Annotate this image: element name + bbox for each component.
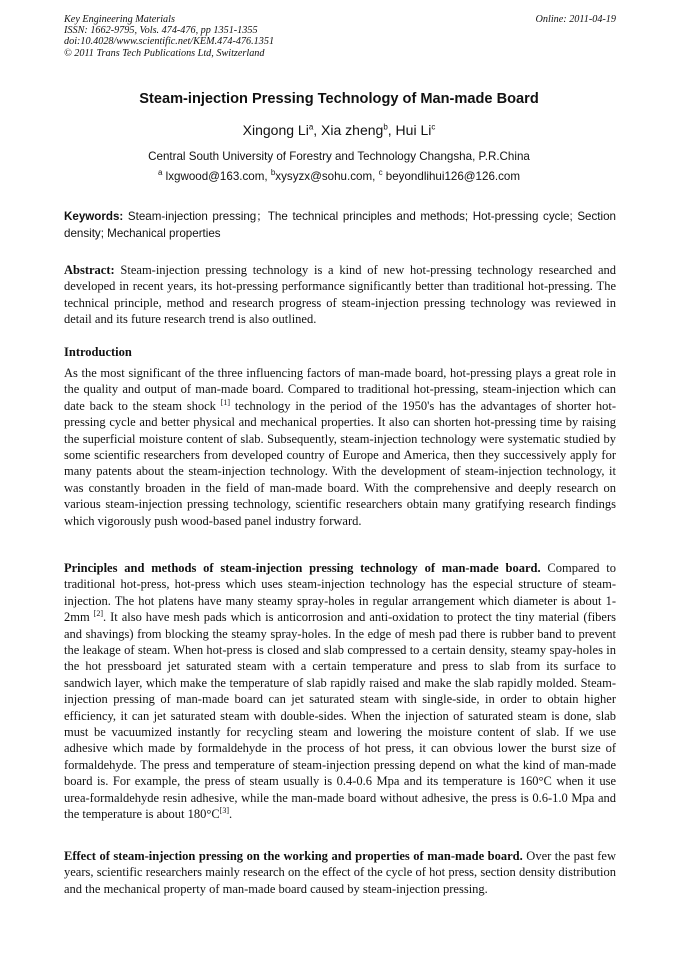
email: xysyzx@sohu.com, [275, 170, 379, 183]
introduction-paragraph [64, 365, 616, 529]
section-heading-principles: Principles and methods of steam-injection pressing technology of man-made board. [64, 561, 541, 575]
section-heading-effect: Effect of steam-injection pressing on the working and properties of man-made board. [64, 849, 523, 863]
paragraph-text: Compared to traditional hot-press, hot-press which uses steam-injection technology has the especial structure of steam-injection. The hot platens have many steamy spray-holes in regular arrangement which diameter is about 1-2mm [64, 561, 617, 625]
paragraph-text: technology in the period of the 1950's has the advantages of shorter hot-pressing cycle and better physical and mechanical properties. It also can shorten hot-pressing time by raising the superficial moisture content of slab. Subsequently, steam-injection technology were systematic studied by some scientific researchers from developed country of Europe and America, then they successively apply for many patents about the steam-injection technology. With the development of steam-injection technology, it was constantly broaden in the field of man-made board. With the comprehensive and deeply research on various steam-injection pressing technology, scientific researchers obtain many gratifying research findings which vigorously push wood-based panel industry forward. [64, 398, 616, 528]
author-superscript: a [308, 122, 314, 132]
email-superscript: a [157, 168, 163, 178]
email: beyondlihui126@126.com [382, 170, 521, 183]
paragraph-text: . It also have mesh pads which is anticorrosion and anti-oxidation to protect the tiny material (fibers and shavings) from blocking the steamy spray-holes. In the edge of mesh pad there is rubber band to prevent the leakage of steam. When hot-press is closed and slab compressed to a certain density, steamy spay-holes in the hot pressboard jet saturated steam with a certain temperature and press to slab from its surface to sandwich layer, which make the temperature of slab rapidly raised and make the slab rapidly molded. Steam-injection pressing of man-made board can jet saturated steam with single-side, in order to obtain higher efficiency, it can jet saturated steam with double-sides. When the injection of saturated steam is done, slab must be vacuumized instantly for recycling steam and lowering the moisture content of slab. If we use adhesive which made by formaldehyde in the process of hot press, it can obvious lower the burst size of formaldehyde. The press and temperature of steam-injection pressing depend on what the kind of man-made board is. For example, the press of steam usually is 0.4-0.6 Mpa and its temperature is 160°C when it use urea-formaldehyde resin adhesive, while the man-made board without adhesive, the press is 0.6-1.0 Mpa and the temperature is about 180°C [64, 610, 616, 822]
keywords-label: Keywords: [64, 210, 124, 223]
copyright-line: © 2011 Trans Tech Publications Ltd, Switzerland [64, 47, 265, 59]
author-name: , Hui Li [387, 122, 432, 138]
online-date: Online: 2011-04-19 [535, 14, 616, 25]
citation: [2] [93, 609, 103, 619]
email-superscript: b [270, 168, 276, 178]
author-superscript: b [383, 122, 388, 132]
keywords-text: Steam-injection pressing；The technical principles and methods; Hot-pressing cycle; Section density; Mechanical properties [64, 210, 616, 240]
email: lxgwood@163.com, [162, 170, 271, 183]
keywords [64, 209, 616, 242]
journal-name: Key Engineering Materials [64, 14, 175, 25]
paragraph-text: . [228, 807, 233, 822]
paragraph-text: Over the past few years, scientific researchers mainly research on the effect of the cycle of hot press, section density distribution and the mechanical property of man-made board caused by steam-injection pressing. [64, 849, 616, 896]
email-superscript: c [378, 168, 383, 178]
author-name: Xingong Li [242, 122, 309, 138]
paragraph-text: As the most significant of the three influencing factors of man-made board, hot-pressing plays a great role in the quality and output of man-made board. Compared to traditional hot-pressing, steam-injection which can date back to the steam shock [64, 366, 616, 413]
email-list [0, 170, 678, 183]
author-superscript: c [431, 122, 436, 132]
section-heading-introduction: Introduction [64, 345, 132, 359]
effect-paragraph [64, 848, 616, 897]
paper-title: Steam-injection Pressing Technology of Man-made Board [139, 91, 539, 107]
issn-line: ISSN: 1662-9795, Vols. 474-476, pp 1351-1355 [64, 25, 258, 37]
affiliation: Central South University of Forestry and Technology Changsha, P.R.China [148, 150, 530, 163]
abstract-text: Steam-injection pressing technology is a kind of new hot-pressing technology researched and developed in recent years, its hot-pressing performance significantly better than traditional hot-pressing. The technical principle, method and research progress of steam-injection pressing technology was reviewed in detail and its future research trend is also outlined. [64, 263, 616, 327]
abstract-label: Abstract: [64, 263, 115, 277]
author-name: , Xia zheng [313, 122, 384, 138]
citation: [1] [220, 397, 231, 407]
author-list [0, 122, 678, 138]
doi-line: doi:10.4028/www.scientific.net/KEM.474-476.1351 [64, 36, 275, 48]
abstract [64, 262, 616, 328]
principles-paragraph [64, 560, 616, 823]
citation: [3] [219, 805, 229, 815]
journal-header [64, 14, 616, 59]
